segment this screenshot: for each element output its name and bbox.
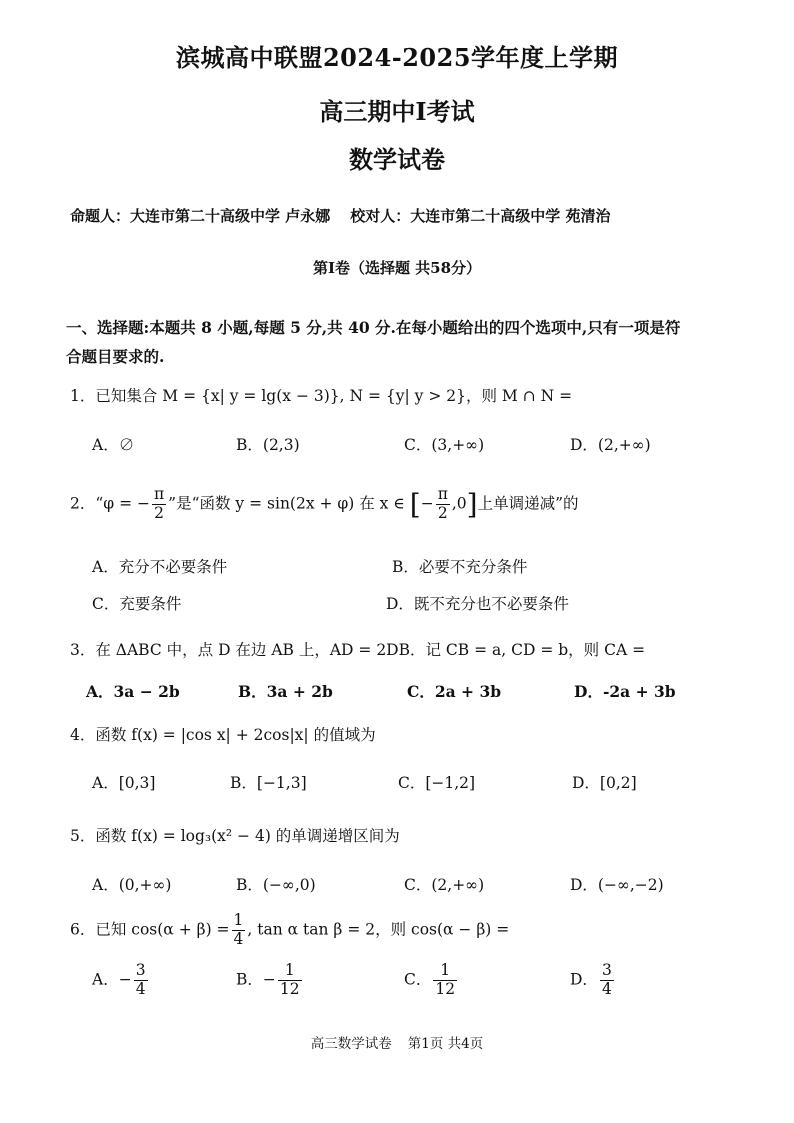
q6-d-num: 3 xyxy=(601,961,612,979)
setter-text: 命题人：大连市第二十高级中学 卢永娜 xyxy=(70,207,331,225)
question-5-stem: 5．函数 f(x) = log₃(x² − 4) 的单调递增区间为 xyxy=(70,827,400,845)
q6-b-label: B． xyxy=(236,970,263,989)
q2-interval-frac-den: 2 xyxy=(437,503,448,522)
q2-fraction xyxy=(152,486,166,523)
footer-page-number: 第1页 共4页 xyxy=(407,1036,484,1052)
question-6-option-c xyxy=(404,962,459,999)
q2-interval-suffix: ,0 xyxy=(451,494,467,513)
authors-line xyxy=(70,205,610,226)
q6-a-den: 4 xyxy=(135,979,146,998)
question-6-option-d xyxy=(570,962,616,999)
question-2-option-a: A．充分不必要条件 xyxy=(92,558,228,576)
q2-frac-num: π xyxy=(153,485,165,503)
q6-b-fraction xyxy=(278,962,302,999)
question-3-option-b: B．3a + 2b xyxy=(238,682,333,701)
q6-frac-num: 1 xyxy=(233,911,244,929)
question-2-option-b: B．必要不充分条件 xyxy=(392,558,528,576)
q6-d-den: 4 xyxy=(601,979,612,998)
q2-frac-den: 2 xyxy=(154,503,164,522)
question-4-option-b: B．[−1,3] xyxy=(230,774,307,792)
q6-a-num: 3 xyxy=(135,961,146,979)
q6-suffix: , tan α tan β = 2，则 cos(α − β) = xyxy=(247,920,510,939)
q6-a-sign: − xyxy=(118,970,132,989)
question-6-option-b xyxy=(236,962,304,999)
q6-a-label: A． xyxy=(92,970,119,989)
q2-prefix: 2．“φ = − xyxy=(70,494,150,513)
q2-interval-fraction xyxy=(436,486,450,523)
question-1-stem: 1．已知集合 M = {x| y = lg(x − 3)}, N = {y| y > 2}，则 M ∩ N = xyxy=(70,387,573,405)
question-1-option-c: C．(3,+∞) xyxy=(404,436,485,454)
q2-suffix: 上单调递减”的 xyxy=(477,494,579,513)
q6-a-fraction xyxy=(134,962,148,999)
q2-interval-prefix: − xyxy=(420,494,434,513)
q6-frac-den: 4 xyxy=(233,929,244,948)
q6-prefix: 6．已知 cos(α + β) = xyxy=(70,920,230,939)
question-5-option-b: B．(−∞,0) xyxy=(236,876,316,894)
question-2-stem: 2．“φ = − $\frac{\pi}{2}$ ”是“函数 y = sin(2x + φ) 在 x ∈ [− $\frac{\pi}{2}$ ,0]上单调递减”的 xyxy=(70,485,579,522)
question-4-option-a: A．[0,3] xyxy=(92,774,156,792)
question-2-option-d: D．既不充分也不必要条件 xyxy=(386,595,569,613)
footer-subject: 高三数学试卷 xyxy=(310,1036,392,1052)
page-footer xyxy=(0,1032,794,1052)
exam-title-line3: 数学试卷 xyxy=(349,145,445,174)
question-3-option-c: C．2a + 3b xyxy=(407,682,502,701)
question-4-option-d: D．[0,2] xyxy=(572,774,637,792)
question-6-stem xyxy=(70,912,509,949)
question-1-option-d: D．(2,+∞) xyxy=(570,436,651,454)
question-2-option-c: C．充要条件 xyxy=(92,595,182,613)
volume-title: 第Ⅰ卷（选择题 共58分） xyxy=(312,259,482,277)
question-5-option-d: D．(−∞,−2) xyxy=(570,876,664,894)
question-4-stem: 4．函数 f(x) = |cos x| + 2cos|x| 的值域为 xyxy=(70,726,376,744)
exam-title-line1: 滨城高中联盟2024-2025学年度上学期 xyxy=(175,43,619,72)
q6-d-fraction xyxy=(600,962,614,999)
q6-c-label: C． xyxy=(404,970,432,989)
question-4-option-c: C．[−1,2] xyxy=(398,774,476,792)
proofreader-text: 校对人：大连市第二十高级中学 苑清治 xyxy=(350,207,611,225)
q6-b-num: 1 xyxy=(278,962,302,981)
question-5-option-a: A．(0,+∞) xyxy=(92,876,172,894)
question-3-option-a: A．3a − 2b xyxy=(86,682,180,701)
question-3-stem: 3．在 ΔABC 中，点 D 在边 AB 上，AD = 2DB．记 CB = a, CD = b，则 CA = xyxy=(70,641,646,659)
question-1-option-b: B．(2,3) xyxy=(236,436,300,454)
q6-b-sign: − xyxy=(262,970,276,989)
q2-interval-frac-num: π xyxy=(437,485,448,503)
exam-title-line2: 高三期中Ⅰ考试 xyxy=(319,97,475,126)
q6-d-label: D． xyxy=(570,970,598,989)
q6-c-num: 1 xyxy=(433,962,457,981)
q6-c-den: 12 xyxy=(435,979,456,998)
q6-fraction xyxy=(232,912,246,949)
q6-b-den: 12 xyxy=(279,979,300,998)
section1-instructions-line1: 一、选择题:本题共 8 小题,每题 5 分,共 40 分.在每小题给出的四个选项中,只有一项是符 xyxy=(66,318,681,337)
question-3-option-d: D．-2a + 3b xyxy=(574,682,676,701)
question-6-option-a xyxy=(92,962,150,999)
q2-middle: ”是“函数 y = sin(2x + φ) 在 x ∈ xyxy=(168,494,405,513)
question-1-option-a: A．∅ xyxy=(92,436,135,454)
q6-c-fraction xyxy=(433,962,457,999)
question-5-option-c: C．(2,+∞) xyxy=(404,876,485,894)
section1-instructions-line2: 合题目要求的. xyxy=(66,347,165,366)
